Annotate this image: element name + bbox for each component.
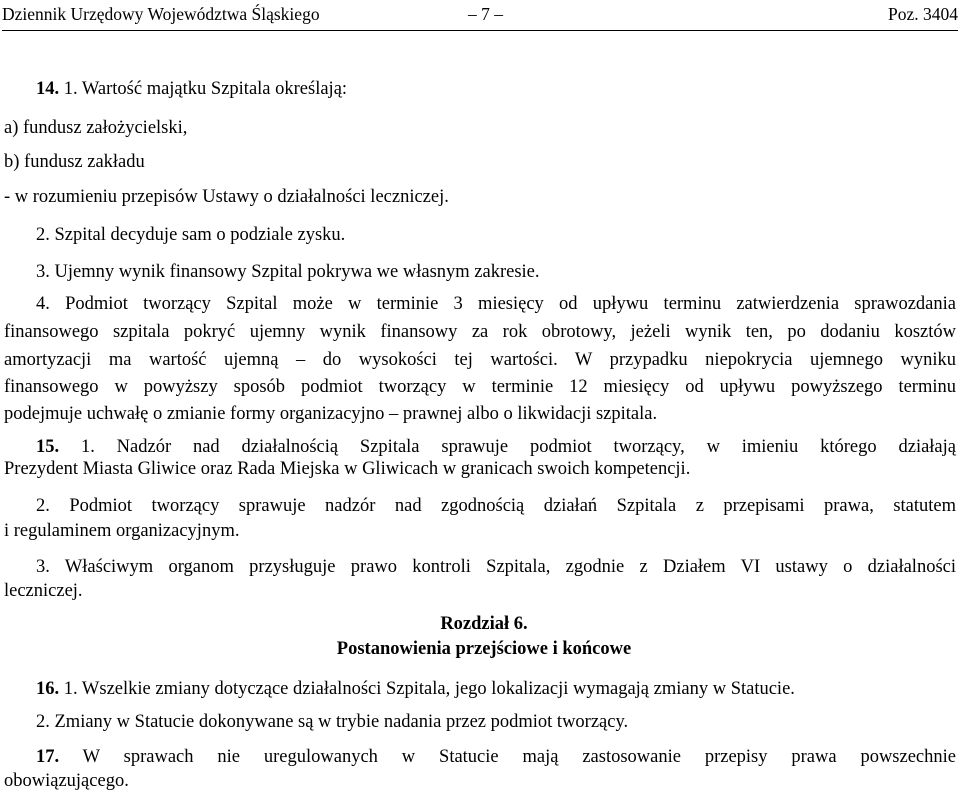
page-number: – 7 –	[468, 4, 503, 24]
paragraph-15-line-1: 15. 1. Nadzór nad działalnością Szpitala sprawuje podmiot tworzący, w imieniu którego działają	[36, 437, 956, 457]
paragraph-15-point-3-line-1: 3. Właściwym organom przysługuje prawo kontroli Szpitala, zgodnie z Działem VI ustawy o działalności	[36, 557, 956, 577]
paragraph-14-line-1	[36, 79, 347, 100]
list-item-b: b) fundusz zakładu	[4, 152, 145, 172]
paragraph-14-point-4-line-2: finansowego szpitala pokryć ujemny wynik finansowy za rok obrotowy, jeżeli wynik ten, po dodaniu kosztów	[4, 322, 956, 342]
list-item-a: a) fundusz założycielski,	[4, 118, 188, 138]
paragraph-15-point-2-line-2: i regulaminem organizacyjnym.	[4, 521, 240, 541]
chapter-title: Postanowienia przejściowe i końcowe	[336, 639, 632, 659]
paragraph-14-point-4-line-1: 4. Podmiot tworzący Szpital może w terminie 3 miesięcy od upływu terminu zatwierdzenia sprawozdania	[36, 294, 956, 314]
paragraph-14-point-4-line-5: podejmuje uchwałę o zmianie formy organizacyjno – prawnej albo o likwidacji szpitala.	[4, 404, 658, 424]
page-header	[2, 4, 958, 26]
chapter-heading: Rozdział 6.	[440, 614, 528, 634]
header-divider	[2, 30, 958, 31]
paragraph-14-text: 1. Wartość majątku Szpitala określają:	[59, 79, 348, 99]
paragraph-15-point-3-line-2: leczniczej.	[4, 581, 83, 601]
section-number-15: 15.	[36, 437, 60, 457]
paragraph-14-point-4-line-3: amortyzacji ma wartość ujemną – do wysokości tej wartości. W przypadku niepokrycia ujemnego wyniku	[4, 350, 956, 370]
section-number-14: 14.	[36, 79, 60, 99]
paragraph-15-point-2-line-1: 2. Podmiot tworzący sprawuje nadzór nad zgodnością działań Szpitala z przepisami prawa, statutem	[36, 496, 956, 516]
paragraph-14-point-4-line-4: finansowego w powyższy sposób podmiot tworzący w terminie 12 miesięcy od upływu powyższego terminu	[4, 377, 956, 397]
paragraph-14-point-2: 2. Szpital decyduje sam o podziale zysku.	[36, 225, 346, 245]
paragraph-17-line-2: obowiązującego.	[4, 771, 129, 791]
paragraph-15-line-2: Prezydent Miasta Gliwice oraz Rada Miejska w Gliwicach w granicach swoich kompetencji.	[4, 459, 691, 479]
paragraph-14-point-3: 3. Ujemny wynik finansowy Szpital pokrywa we własnym zakresie.	[36, 262, 540, 282]
list-note: - w rozumieniu przepisów Ustawy o działalności leczniczej.	[4, 187, 449, 207]
section-number-16: 16.	[36, 679, 60, 699]
paragraph-17-line-1: 17. W sprawach nie uregulowanych w Statucie mają zastosowanie przepisy prawa powszechnie	[36, 747, 956, 767]
paragraph-16-line-1: 16. 1. Wszelkie zmiany dotyczące działalności Szpitala, jego lokalizacji wymagają zmiany w Statucie.	[36, 679, 795, 699]
section-number-17: 17.	[36, 747, 60, 767]
journal-title: Dziennik Urzędowy Województwa Śląskiego	[2, 4, 320, 24]
paragraph-16-point-2: 2. Zmiany w Statucie dokonywane są w trybie nadania przez podmiot tworzący.	[36, 712, 629, 732]
position-number: Poz. 3404	[888, 4, 958, 24]
